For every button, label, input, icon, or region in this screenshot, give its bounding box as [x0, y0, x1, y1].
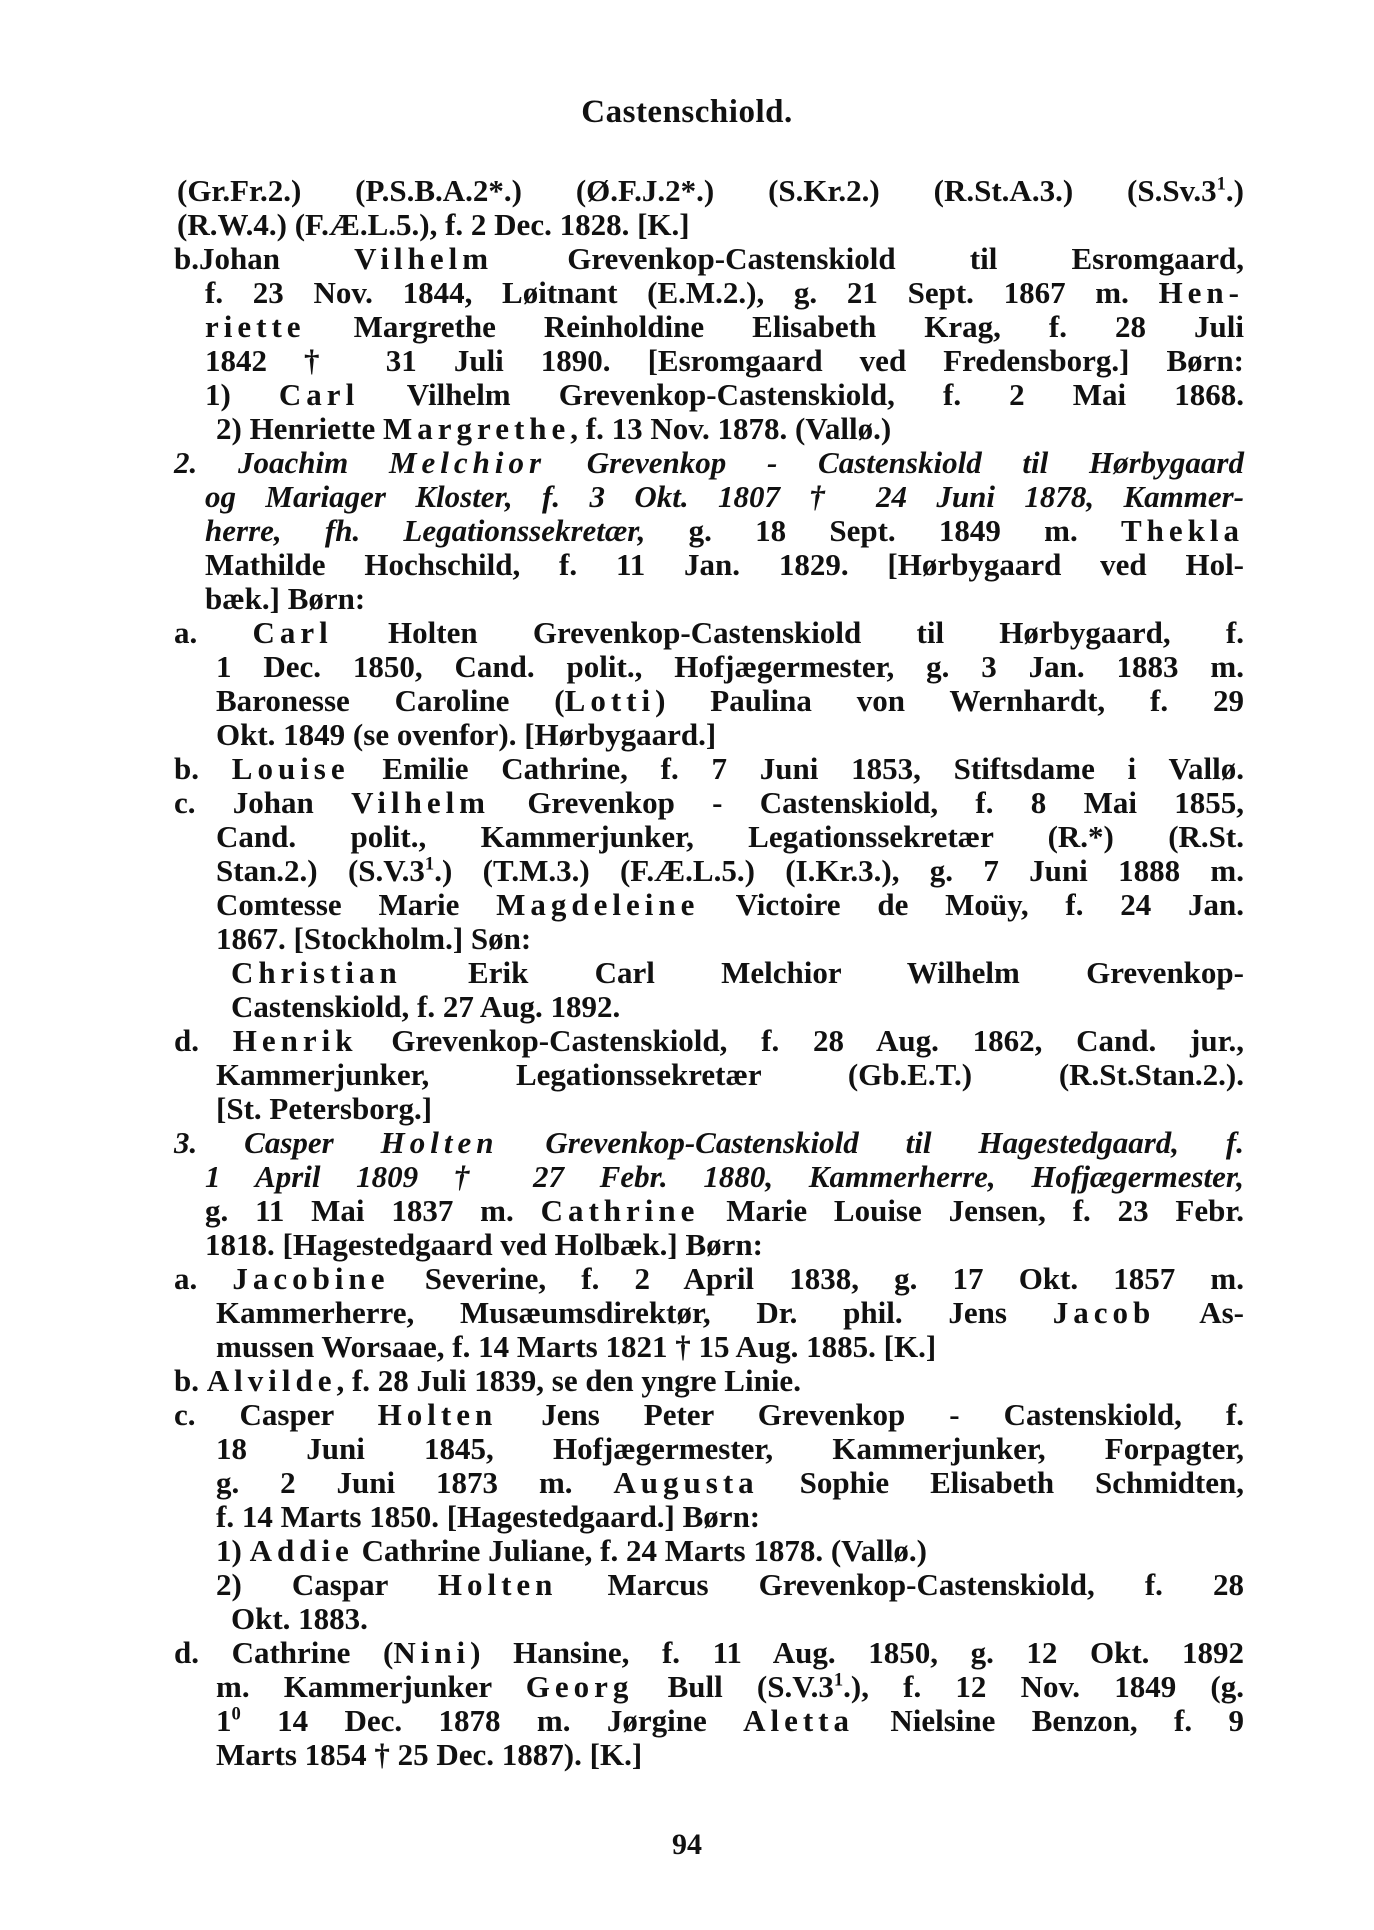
document-body — [174, 174, 1244, 1772]
text-line: Baronesse Caroline (Lotti) Paulina von Wernhardt, f. 29 — [216, 683, 1244, 718]
text-line: 1818. [Hagestedgaard ved Holbæk.] Børn: — [205, 1227, 763, 1262]
text-line: Castenskiold, f. 27 Aug. 1892. — [231, 989, 621, 1024]
text-line: 1) Carl Vilhelm Grevenkop-Castenskiold, f. 2 Mai 1868. — [205, 377, 1244, 412]
text-line: d. Henrik Grevenkop-Castenskiold, f. 28 Aug. 1862, Cand. jur., — [174, 1023, 1244, 1058]
text-line: (Gr.Fr.2.) (P.S.B.A.2*.) (Ø.F.J.2*.) (S.Kr.2.) (R.St.A.3.) $(S.Sv.3^1.)$ — [177, 173, 1244, 208]
text-line: a. Carl Holten Grevenkop-Castenskiold til Hørbygaard, f. — [174, 615, 1244, 650]
text-line: Kammerherre, Musæumsdirektør, Dr. phil. Jens Jacob As- — [216, 1295, 1244, 1330]
page-header: Castenschiold. — [581, 94, 793, 130]
text-line: Kammerjunker, Legationssekretær (Gb.E.T.) (R.St.Stan.2.). — [216, 1057, 1244, 1092]
text-line: 1842 † 31 Juli 1890. [Esromgaard ved Fredensborg.] Børn: — [205, 343, 1244, 378]
text-line: f. 14 Marts 1850. [Hagestedgaard.] Børn: — [216, 1499, 761, 1534]
text-line: Christian Erik Carl Melchior Wilhelm Grevenkop- — [231, 955, 1244, 990]
text-line: $1^0$ 14 Dec. 1878 m. Jørgine Aletta Nielsine Benzon, f. 9 — [216, 1703, 1244, 1738]
text-line: 2. Joachim Melchior Grevenkop - Castenskiold til Hørbygaard — [174, 445, 1244, 480]
text-line: 2) Henriette Margrethe, f. 13 Nov. 1878. (Vallø.) — [216, 411, 892, 446]
text-line: 1 Dec. 1850, Cand. polit., Hofjægermester, g. 3 Jan. 1883 m. — [216, 649, 1244, 684]
text-line: mussen Worsaae, f. 14 Marts 1821 † 15 Aug. 1885. [K.] — [216, 1329, 937, 1364]
text-line: b.Johan Vilhelm Grevenkop-Castenskiold til Esromgaard, — [174, 241, 1244, 276]
text-line: a. Jacobine Severine, f. 2 April 1838, g. 17 Okt. 1857 m. — [174, 1261, 1245, 1296]
text-line: Okt. 1883. — [231, 1601, 368, 1636]
text-line: bæk.] Børn: — [205, 581, 366, 616]
text-line: c. Johan Vilhelm Grevenkop - Castenskiold, f. 8 Mai 1855, — [174, 785, 1244, 820]
text-line: g. 2 Juni 1873 m. Augusta Sophie Elisabeth Schmidten, — [216, 1465, 1244, 1500]
text-line: f. 23 Nov. 1844, Løitnant (E.M.2.), g. 21 Sept. 1867 m. Hen- — [205, 275, 1244, 310]
text-line: og Mariager Kloster, f. 3 Okt. 1807 † 24 Juni 1878, Kammer- — [205, 479, 1244, 514]
text-line: 2) Caspar Holten Marcus Grevenkop-Castenskiold, f. 28 — [216, 1567, 1244, 1602]
text-line: Mathilde Hochschild, f. 11 Jan. 1829. [Hørbygaard ved Hol- — [205, 547, 1244, 582]
text-line: 1867. [Stockholm.] Søn: — [216, 921, 532, 956]
text-line: Marts 1854 † 25 Dec. 1887). [K.] — [216, 1737, 643, 1772]
text-line: b. Alvilde, f. 28 Juli 1839, se den yngre Linie. — [174, 1363, 801, 1398]
text-line: 18 Juni 1845, Hofjægermester, Kammerjunker, Forpagter, — [216, 1431, 1244, 1466]
text-line: (R.W.4.) (F.Æ.L.5.), f. 2 Dec. 1828. [K.] — [177, 207, 690, 242]
text-line: c. Casper Holten Jens Peter Grevenkop - Castenskiold, f. — [174, 1397, 1244, 1432]
text-line: Okt. 1849 (se ovenfor). [Hørbygaard.] — [216, 717, 717, 752]
text-line: Stan.2.) $(S.V.3^1.)$ (T.M.3.) (F.Æ.L.5.) (I.Kr.3.), g. 7 Juni 1888 m. — [216, 853, 1244, 888]
text-line: b. Louise Emilie Cathrine, f. 7 Juni 1853, Stiftsdame i Vallø. — [174, 751, 1244, 786]
text-line: 3. Casper Holten Grevenkop-Castenskiold til Hagestedgaard, f. — [174, 1125, 1244, 1160]
text-line: 1 April 1809 † 27 Febr. 1880, Kammerherre, Hofjægermester, — [205, 1159, 1244, 1194]
text-line: riette Margrethe Reinholdine Elisabeth Krag, f. 28 Juli — [205, 309, 1244, 344]
text-line: [St. Petersborg.] — [216, 1091, 433, 1126]
text-line: g. 11 Mai 1837 m. Cathrine Marie Louise Jensen, f. 23 Febr. — [205, 1193, 1244, 1228]
text-line: herre, fh. Legationssekretær, g. 18 Sept. 1849 m. Thekla — [205, 513, 1244, 548]
text-line: m. Kammerjunker Georg Bull $(S.V.3^1.)$, f. 12 Nov. 1849 (g. — [216, 1669, 1244, 1704]
page-number: 94 — [672, 1828, 702, 1861]
text-line: Cand. polit., Kammerjunker, Legationssekretær (R.*) (R.St. — [216, 819, 1244, 854]
text-line: d. Cathrine (Nini) Hansine, f. 11 Aug. 1850, g. 12 Okt. 1892 — [174, 1635, 1244, 1670]
text-line: Comtesse Marie Magdeleine Victoire de Moüy, f. 24 Jan. — [216, 887, 1244, 922]
text-line: 1) Addie Cathrine Juliane, f. 24 Marts 1878. (Vallø.) — [216, 1533, 928, 1568]
